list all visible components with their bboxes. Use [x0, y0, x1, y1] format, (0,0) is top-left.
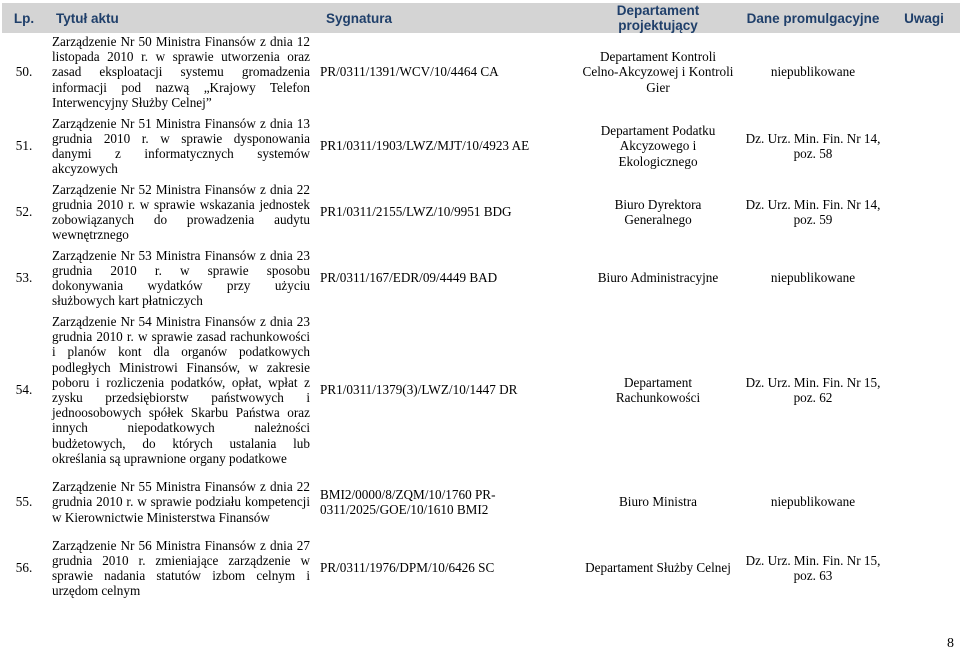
row-published: niepublikowane — [770, 270, 856, 286]
row-department: Biuro Administracyjne — [597, 270, 719, 286]
row-lp: 50. — [15, 64, 33, 80]
row-title: Zarządzenie Nr 56 Ministra Finansów z dnia 27 grudnia 2010 r. zmieniające zarządzenie w sprawie nadania statutów izbom celnym i urzędom celnym — [52, 537, 310, 599]
row-notes — [888, 313, 960, 467]
table-header-row — [2, 3, 960, 33]
row-notes — [888, 537, 960, 599]
table-row — [2, 33, 960, 111]
row-published: niepublikowane — [770, 64, 856, 80]
col-header-lp: Lp. — [2, 3, 46, 33]
row-title: Zarządzenie Nr 54 Ministra Finansów z dnia 23 grudnia 2010 r. w sprawie zasad rachunkowości i planów kont dla organów podatkowych podległych Ministrowi Finansów, w zakresie poboru i rozliczenia podatków, opłat, wpłat z zysku przedsiębiorstw państwowych i jednoosobowych spółek Skarbu Państwa oraz innych niepodatkowych należności budżetowych, do których ustalania lub określania są uprawnione organy podatkowe — [52, 313, 310, 466]
row-lp: 54. — [15, 382, 33, 398]
row-notes — [888, 247, 960, 309]
col-header-department: Departament projektujący — [578, 3, 738, 33]
row-signature: PR/0311/1976/DPM/10/6426 SC — [320, 560, 495, 576]
row-department: Biuro Dyrektora Generalnego — [614, 196, 702, 227]
row-signature: PR/0311/167/EDR/09/4449 BAD — [320, 270, 498, 286]
table-row — [2, 471, 960, 533]
col-header-published: Dane promulgacyjne — [738, 3, 888, 33]
row-title: Zarządzenie Nr 51 Ministra Finansów z dnia 13 grudnia 2010 r. w sprawie dysponowania danymi z informatycznych systemów akcyzowych — [52, 115, 310, 177]
row-signature: PR1/0311/1379(3)/LWZ/10/1447 DR — [320, 382, 518, 398]
acts-table — [2, 3, 960, 599]
table-row — [2, 181, 960, 243]
row-lp: 55. — [15, 494, 33, 510]
row-notes — [888, 181, 960, 243]
col-header-title: Tytuł aktu — [46, 3, 316, 33]
row-department: Departament Kontroli Celno-Akcyzowej i Kontroli Gier — [582, 49, 734, 95]
table-row — [2, 115, 960, 177]
table-row — [2, 537, 960, 599]
row-published: Dz. Urz. Min. Fin. Nr 15, poz. 63 — [745, 552, 881, 583]
row-notes — [888, 33, 960, 111]
row-published: Dz. Urz. Min. Fin. Nr 14, poz. 58 — [745, 130, 881, 161]
row-signature: PR1/0311/1903/LWZ/MJT/10/4923 AE — [320, 138, 530, 154]
row-notes — [888, 115, 960, 177]
row-signature: PR/0311/1391/WCV/10/4464 CA — [320, 64, 499, 80]
row-department: Departament Służby Celnej — [585, 560, 731, 576]
row-published: Dz. Urz. Min. Fin. Nr 14, poz. 59 — [745, 196, 881, 227]
row-lp: 56. — [15, 560, 33, 576]
row-signature: BMI2/0000/8/ZQM/10/1760 PR-0311/2025/GOE/10/1610 BMI2 — [320, 486, 496, 517]
row-title: Zarządzenie Nr 52 Ministra Finansów z dnia 22 grudnia 2010 r. w sprawie wskazania jednostek zobowiązanych do prowadzenia audytu wewnętrznego — [52, 181, 310, 243]
row-notes — [888, 471, 960, 533]
row-published: Dz. Urz. Min. Fin. Nr 15, poz. 62 — [745, 374, 881, 405]
row-lp: 53. — [15, 270, 33, 286]
row-title: Zarządzenie Nr 53 Ministra Finansów z dnia 23 grudnia 2010 r. w sprawie sposobu dokonywania wydatków przy użyciu służbowych kart płatniczych — [52, 247, 310, 309]
page-number: 8 — [947, 636, 954, 651]
table-row — [2, 247, 960, 309]
row-department: Biuro Ministra — [618, 494, 698, 510]
row-title: Zarządzenie Nr 50 Ministra Finansów z dnia 12 listopada 2010 r. w sprawie utworzenia oraz zasad eksploatacji systemu gromadzenia informacji pod nazwą „Krajowy Telefon Interwencyjny Służby Celnej” — [52, 33, 310, 110]
row-signature: PR1/0311/2155/LWZ/10/9951 BDG — [320, 204, 512, 220]
row-department: Departament Rachunkowości — [615, 374, 701, 405]
row-department: Departament Podatku Akcyzowego i Ekologicznego — [600, 123, 716, 169]
row-lp: 52. — [15, 204, 33, 220]
table-row — [2, 313, 960, 467]
col-header-signature: Sygnatura — [316, 3, 578, 33]
row-title: Zarządzenie Nr 55 Ministra Finansów z dnia 22 grudnia 2010 r. w sprawie podziału kompetencji w Kierownictwie Ministerstwa Finansów — [52, 479, 310, 525]
col-header-notes: Uwagi — [888, 3, 960, 33]
row-lp: 51. — [15, 138, 33, 154]
row-published: niepublikowane — [770, 494, 856, 510]
